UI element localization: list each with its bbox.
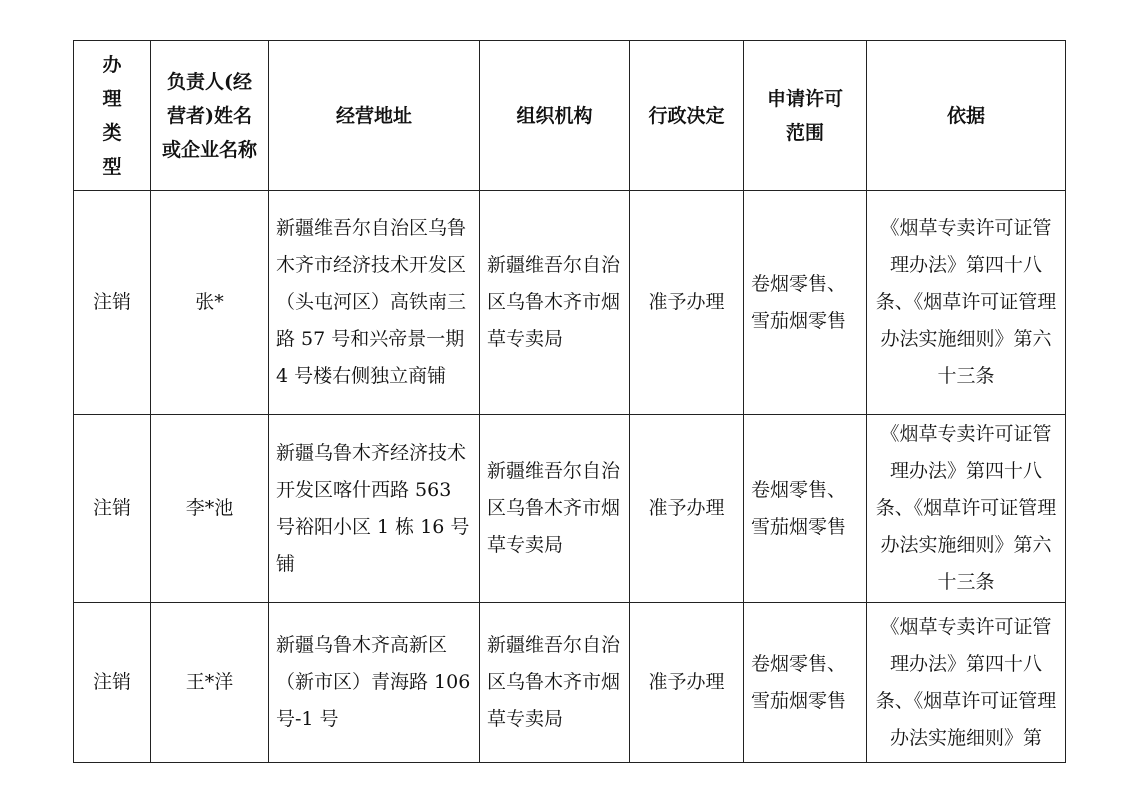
cell-decision: 准予办理: [630, 191, 744, 415]
cell-org: 新疆维吾尔自治区乌鲁木齐市烟草专卖局: [480, 415, 630, 603]
cell-decision: 准予办理: [630, 603, 744, 763]
cell-scope: 卷烟零售、雪茄烟零售: [744, 603, 867, 763]
cell-org: 新疆维吾尔自治区乌鲁木齐市烟草专卖局: [480, 191, 630, 415]
cell-name: 张*: [151, 191, 269, 415]
cell-basis: 《烟草专卖许可证管理办法》第四十八条、《烟草许可证管理办法实施细则》第六十三条: [867, 415, 1066, 603]
cell-type: 注销: [74, 415, 151, 603]
table-header-row: [74, 41, 1066, 191]
header-type: 办理类型: [74, 41, 151, 191]
cell-scope: 卷烟零售、雪茄烟零售: [744, 191, 867, 415]
cell-address: 新疆乌鲁木齐高新区（新市区）青海路 106 号-1 号: [269, 603, 480, 763]
cell-basis-text: 《烟草专卖许可证管理办法》第四十八条、《烟草许可证管理办法实施细则》第: [875, 615, 1057, 749]
cell-basis: 《烟草专卖许可证管理办法》第四十八条、《烟草许可证管理办法实施细则》第六十三条: [867, 191, 1066, 415]
cell-type: 注销: [74, 603, 151, 763]
table-row: [74, 603, 1066, 763]
cell-address: 新疆维吾尔自治区乌鲁木齐市经济技术开发区（头屯河区）高铁南三路 57 号和兴帝景一期 4 号楼右侧独立商铺: [269, 191, 480, 415]
header-basis: 依据: [867, 41, 1066, 191]
header-decision: 行政决定: [630, 41, 744, 191]
table-row: [74, 415, 1066, 603]
header-org: 组织机构: [480, 41, 630, 191]
table-row: [74, 191, 1066, 415]
cell-address: 新疆乌鲁木齐经济技术开发区喀什西路 563 号裕阳小区 1 栋 16 号铺: [269, 415, 480, 603]
license-table: [73, 40, 1066, 763]
cell-name: 王*洋: [151, 603, 269, 763]
cell-org: 新疆维吾尔自治区乌鲁木齐市烟草专卖局: [480, 603, 630, 763]
header-scope: 申请许可范围: [744, 41, 867, 191]
cell-basis: [867, 603, 1066, 763]
cell-decision: 准予办理: [630, 415, 744, 603]
header-name: 负责人(经营者)姓名或企业名称: [151, 41, 269, 191]
cell-name: 李*池: [151, 415, 269, 603]
cell-type: 注销: [74, 191, 151, 415]
cell-scope: 卷烟零售、雪茄烟零售: [744, 415, 867, 603]
header-address: 经营地址: [269, 41, 480, 191]
